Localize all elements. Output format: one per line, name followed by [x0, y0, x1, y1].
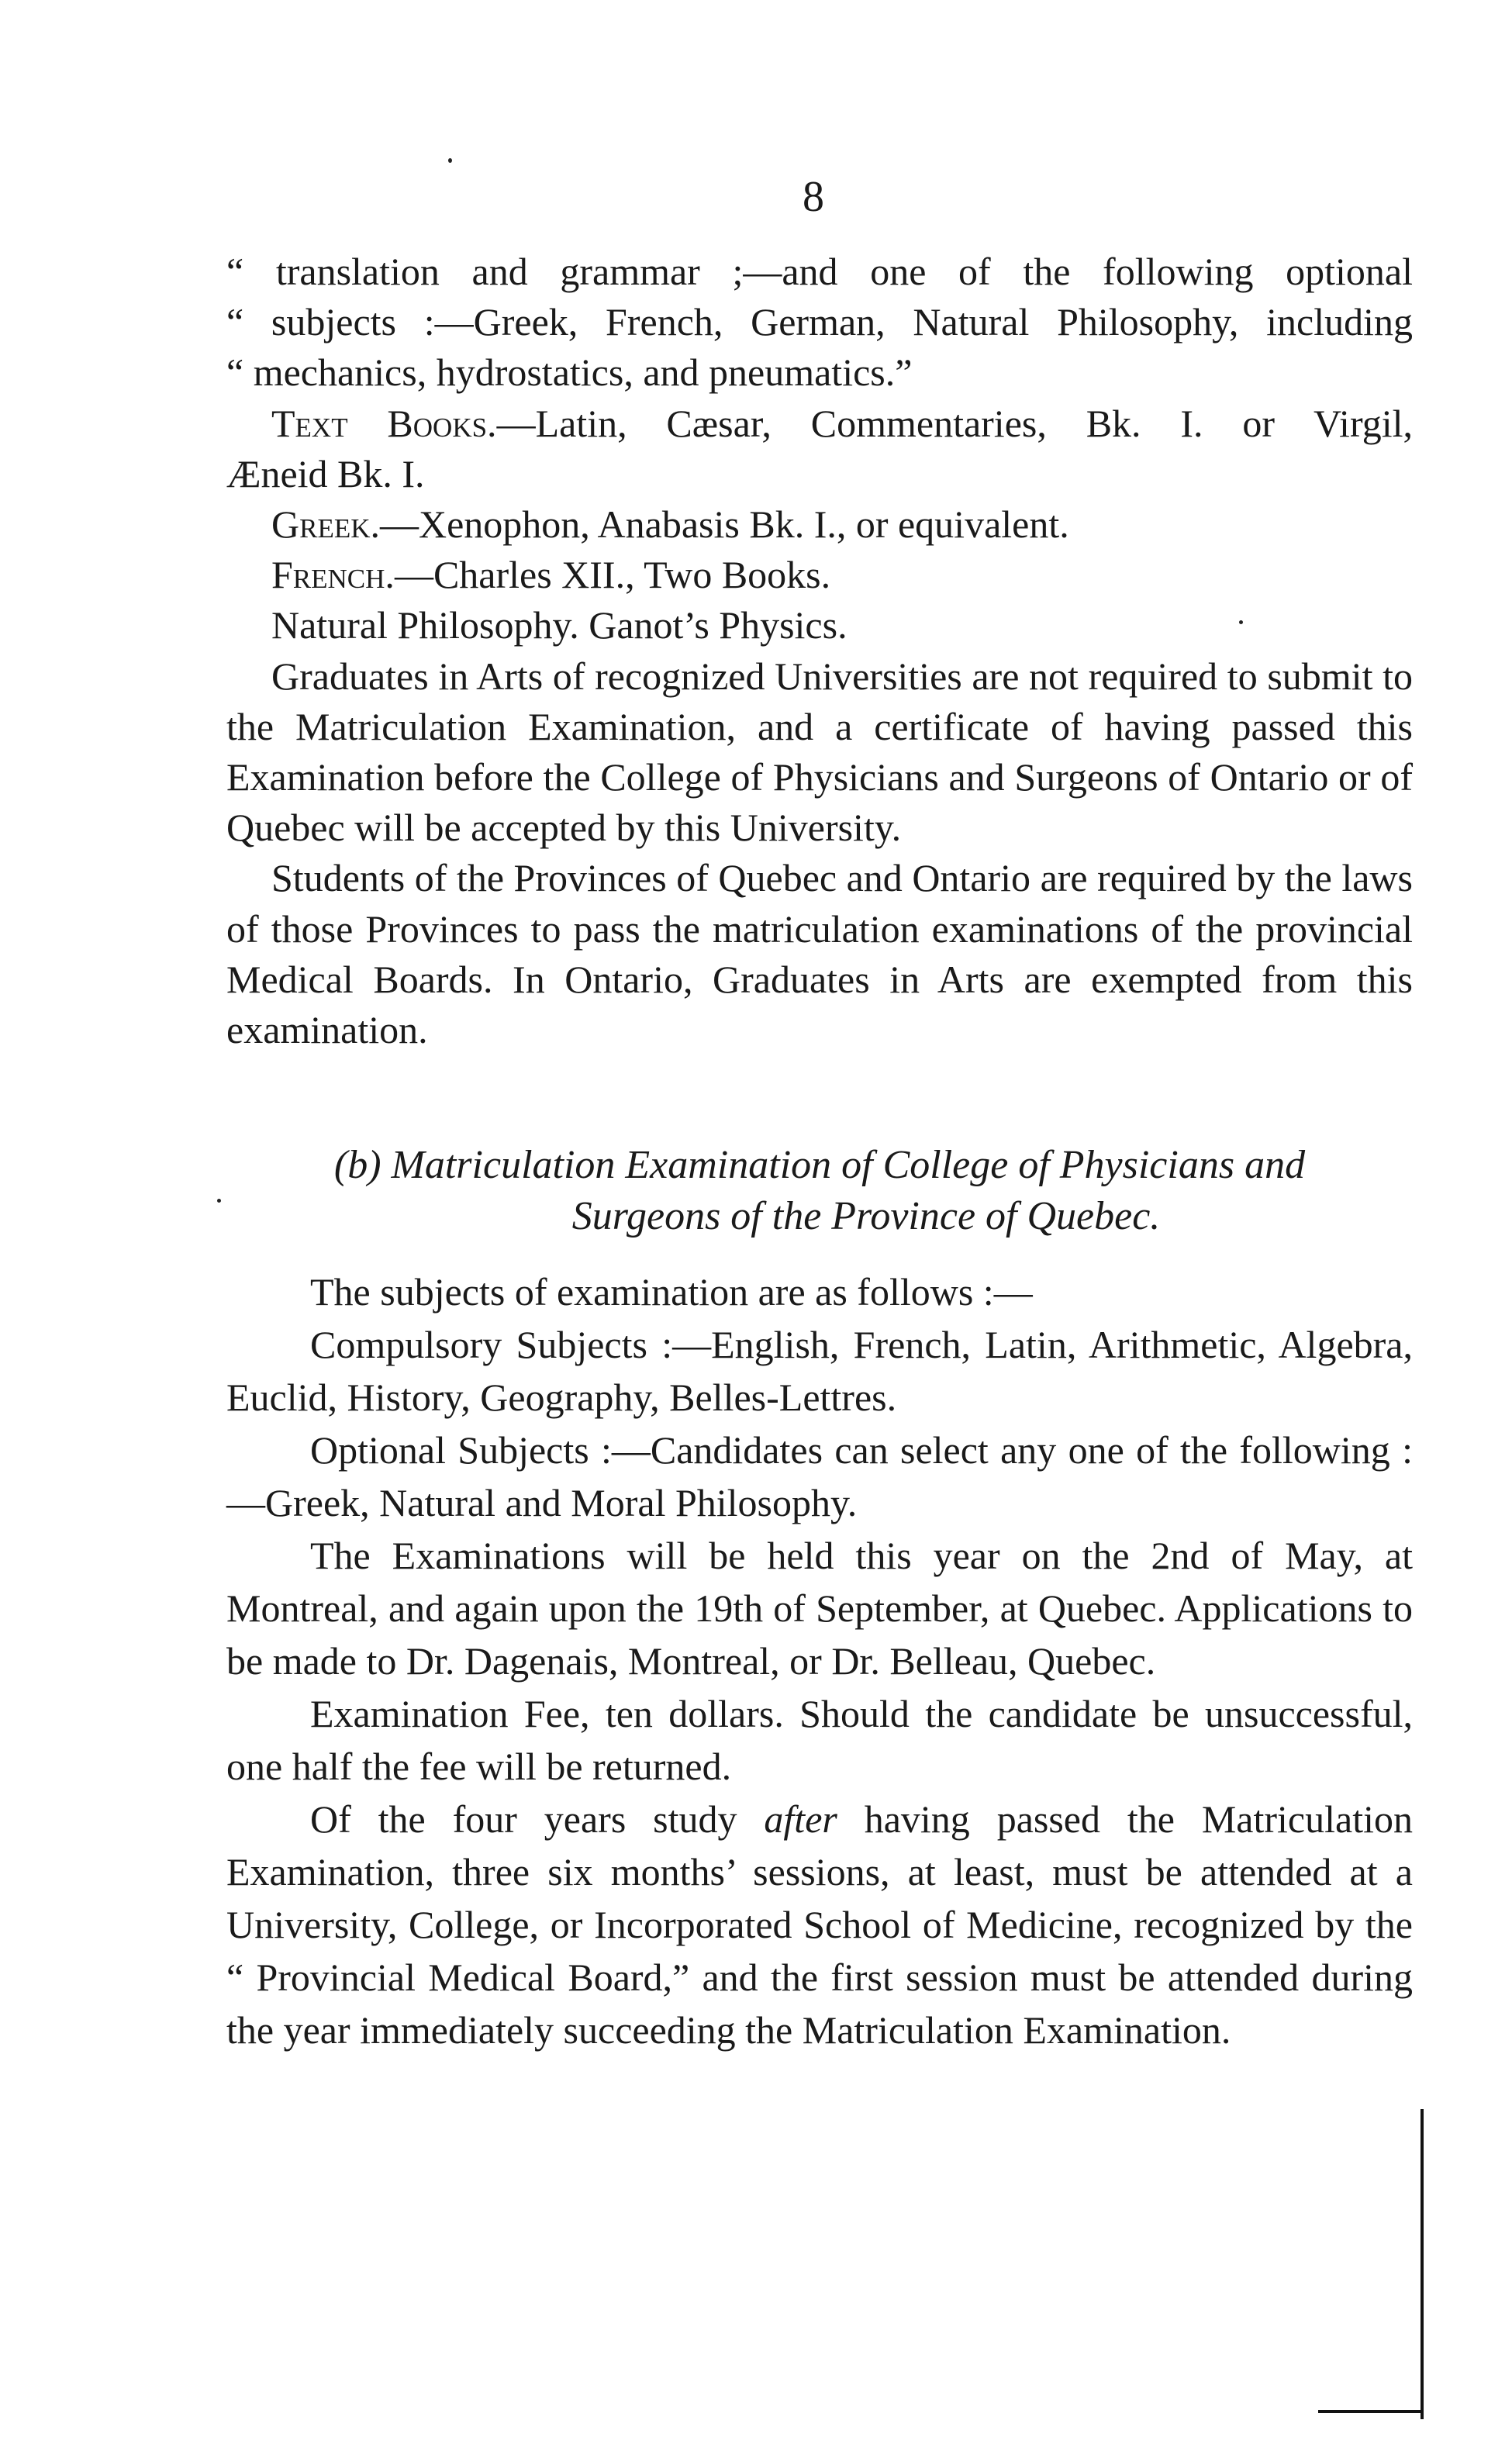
four-years-text-a: Of the four years study: [310, 1797, 765, 1841]
greek-label: Greek.: [271, 502, 380, 546]
four-years-text-b: having passed the Matriculation Examination, three six months’ sessions, at least, must be attended at a University, College, or Incorporated School of Medicine, recognized by the “ Provincial Medical Board,” and the first session must be attended during the year immediately succeeding the Matriculation Examination.: [226, 1797, 1413, 2052]
quote-line-2: “ subjects :—Greek, French, German, Natural Philosophy, including: [226, 300, 1413, 344]
text-books-line: [226, 399, 1413, 449]
print-speck: [1239, 620, 1243, 624]
section-b-heading-line-1: (b) Matriculation Examination of College of Physicians and: [333, 1143, 1306, 1187]
french-label: French.: [271, 553, 395, 597]
greek-value: —Xenophon, Anabasis Bk. I., or equivalent.: [380, 502, 1069, 546]
section-b-heading-line-2: Surgeons of the Province of Quebec.: [571, 1194, 1161, 1238]
french-line: [226, 550, 1413, 600]
margin-rule-bottom: [1318, 2410, 1424, 2413]
subjects-intro: The subjects of examination are as follows :—: [310, 1270, 1033, 1314]
compulsory-subjects: Compulsory Subjects :—English, French, Latin, Arithmetic, Algebra, Euclid, History, Geography, Belles-Lettres.: [226, 1323, 1413, 1419]
optional-subjects: Optional Subjects :—Candidates can select any one of the following :—Greek, Natural and Moral Philosophy.: [226, 1428, 1413, 1524]
section-b-body: [226, 1265, 1413, 2056]
section-b-heading: [226, 1140, 1413, 1242]
french-value: —Charles XII., Two Books.: [394, 553, 831, 597]
print-speck: [217, 1199, 221, 1203]
text-books-value: —Latin, Cæsar, Commentaries, Bk. I. or Virgil,: [496, 401, 1413, 445]
quote-line-3: “ mechanics, hydrostatics, and pneumatics.”: [226, 350, 913, 395]
examinations-paragraph: The Examinations will be held this year on the 2nd of May, at Montreal, and again upon the 19th of September, at Quebec. Applications to be made to Dr. Dagenais, Montreal, or Dr. Belleau, Quebec.: [226, 1534, 1413, 1683]
students-paragraph: Students of the Provinces of Quebec and Ontario are required by the laws of those Provinces to pass the matriculation examinations of the provincial Medical Boards. In Ontario, Graduates in Arts are exempted from this examination.: [226, 856, 1413, 1051]
four-years-italic: after: [764, 1797, 837, 1841]
top-text-block: [226, 247, 1413, 1055]
page-number: 8: [803, 173, 824, 221]
four-years-paragraph: [226, 1793, 1413, 2056]
print-speck: [448, 158, 452, 163]
greek-line: [226, 499, 1413, 550]
text-books-continuation: Æneid Bk. I.: [226, 451, 425, 495]
graduates-paragraph: Graduates in Arts of recognized Universities are not required to submit to the Matriculation Examination, and a certificate of having passed this Examination before the College of Physicians and Surgeons of Ontario or of Quebec will be accepted by this University.: [226, 654, 1413, 850]
quote-line-1: “ translation and grammar ;—and one of the following optional: [226, 250, 1413, 293]
text-books-label: Text Books.: [271, 401, 497, 445]
natural-philosophy-line: Natural Philosophy. Ganot’s Physics.: [271, 603, 847, 647]
margin-rule-right: [1421, 2109, 1424, 2419]
fee-paragraph: Examination Fee, ten dollars. Should the candidate be unsuccessful, one half the fee will be returned.: [226, 1692, 1413, 1788]
